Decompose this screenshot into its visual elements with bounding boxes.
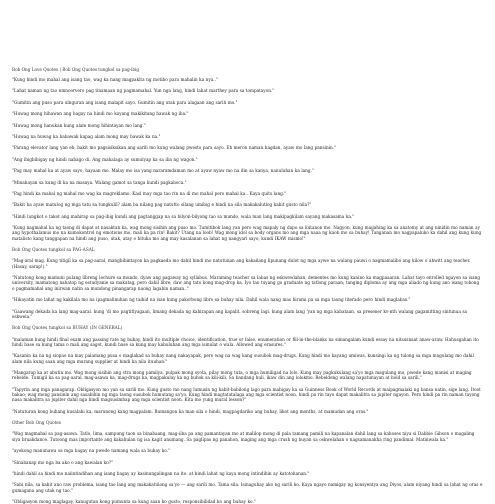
- quote-paragraph: "Mag-aral mag. Kung titigil ka sa pag-aaral, mangbibintayon ka pagkaeda mo dahil hindi mo natutunan ang kakailang lipunang dulot ng mga aywe na walang pauwi o nagmamalibo ang kilow o ahwitt ang teacher. (Hasay, sarap!).": [12, 258, 471, 269]
- quote-paragraph: "malaman kung hindi final exam ang passing rate ng buhay. hindi ito multiple choice, identification, true or false, enumeration or fill-in-the-blanks na simangalam kundi essay na nitsusnaat anaw-araw. Hahusgahan ito hindi base sa kung tama o mali ang sagot, kundi base sa kung may kabuluhan ang mga isinulat o wala. Allowed ang erasures.": [12, 336, 479, 347]
- quote-paragraph: "Natuturan kong buhang kusalahi ka, marunong kang magpalam. Bumangon ka man sila o hindi, magpagdariko ang buhay, likot ang months, at mamudan ang oras.": [12, 408, 369, 414]
- quote-paragraph: "Kung nagmahal ka ng taong di dapat at nasaktan ka, wag mong sisihin ang puso mo. Tumitibok lang yan pero wag mapaly ng dapo sa kutanon mo. Nagyon, kung magahing ka sa anatomy at ang ninidin mo naman ay ang hypothalamus mo na kumokontrol ng emotions mo, mali ka pa rin! Bakit? Utang na loob! Wag mong idol sa body organs mo ang mga naaa ng kaob mo sa buhay! Tanganan mo nagpapaluko ka dahil ang kung kung matalisto kang tanggapan na hindi ang puso, utak, atay o bituka mo ang may kasalanan sa lahat ng nangyari sayo, kundi IKAW mismo!": [12, 225, 482, 241]
- quote-paragraph: "Hindi lungkot o takot ang mahirap sa pag-ibig kundi ang pagtanggap na sa bilyon-bilyong tao sa mundo, wala man lang makipagkilam sayang makasama ka.": [12, 213, 355, 219]
- quote-paragraph: "Wag magmahal sa pag-asawa. Tatlo, lima, sampung taon sa binabaang, mag-iiba pa ang pamantayan mo at malilop mong di pala tamang pamili na kapanalan dahil lang sa kahoses niya si Dabbie Gibson o magaling siya bruakdance. Tutoong mas importante ang kakahulan ng isa kagit anumang. Sa paglipas ng panahon, maging ang mga crush ng buyan sa oskwelahan o nagsamanakha ring pandimal. Matinwala ka.": [12, 431, 475, 442]
- quote-paragraph: "hindi dahil sa hindi mo naiintindihan ang isang bagay ay kasinungalingan na ito. at hindi lahat ng kaya mong intindihin ay katotohanan.": [12, 470, 310, 476]
- quote-paragraph: "Natutong kong mamuni pulang libreng lechure sa mundo, dyaw ang pagaway ng syllabus. Maraming teacher sa labas ng eskwewlahan, dementes mo kung kanino ka magpaaaran. Lahat tayo enrolled ngayon sa isang university, mamatong nahatop ng estudyanie sa makatag, pero dahil libre, daw ang tato kong mag-drop ka. Iyo tao tuyang go graduate ng tatlong paraan; tanging diploma ay ang mga aliado ng kung ano isang tobong o pagmamahal ang inirwan natin sa mundong pinangarap naong lagabin naman..": [12, 275, 481, 291]
- quote-paragraph: "Tapyrin ang mga panagarap. Obligasyon mo yan sa sarili mo. Kung gusto mo nang lumusin ng habit-babilong lago para mabigay ka sa Guinness Book of World Records at maipagmalaki ng bansa natin, sige lang. Itoot bakao; wag mong pansinin ang sasabihin ng mga taong susubok humutang sa'yo. Kung hindi magtatatalaga ang mga scientist noon, hindi pa rin tayo dapat makalitra sa jupiter ngayon. Pero hindi pa rin naman tayong nasa makalitra sa jupiter dahil nga hindi magsusimbap ang mga scientist noon. Kita mo yung mural lesson?": [12, 386, 481, 403]
- quote-paragraph: "Huwag mong hanukan kung alam mong hihintayan mo lang.": [12, 122, 146, 128]
- quote-paragraph: "Huwag mong hihawan ang bagay na hindi mo kayang makikitang hawak ng iba.": [12, 111, 189, 117]
- section-heading-pag-aaral: Bob Ong Quotes tungkol sa PAG-ASAL: [12, 247, 95, 253]
- quote-paragraph: "Pag may mahal ka at ayaw sayo, hayaan mo. Malay mo isa yang nararamdaman mo at ayaw nyaw mo na din sa kanya, nanuluhan ka lang.": [12, 168, 314, 174]
- quote-paragraph: "Sabi nila, sa kahit ano raw problema, isang tao lang ang makakatulong sa'yo — ang sarili mo. Tama sila. Isinaguhay ako ng sarili ko. Kaya ngayo namigay ng konsyentya ang Diyos, alam niyang hindi sa lahat ng oras e gumagana ang utak ng tao.": [12, 482, 483, 493]
- quote-paragraph: "Hikayatin mo lahat ng kakilala mo na ipagmalinuhan ng taihid na isan kung pakorbong libro sa buhay nila. Dahil wala nang mas hirami pa sa mga taong literado pero hindi maglabas.": [12, 297, 411, 303]
- section-heading-other: Other Bob Ong Quotes: [12, 420, 61, 426]
- quote-paragraph: "Bakit ba ayaw matulog ng mga tatu sa tungkulil? alam ba nilang pag natutto silang umibig e hindi na sila makakalutlog kahit gusto nila?": [12, 202, 312, 208]
- page-title: Bob Ong Love Quotes | Bob Ong Quotes tungkol sa pag-ibig: [12, 67, 140, 72]
- quote-paragraph: "Kasanin ka na ng siopao na may palamang pusa o maglakad sa buhay nang nakayapak, pero wag na wag kang susubok mag-drugs. Kung hindi mo kayang umiwas, kunsingi ka ng tulong sa mga magulang mo dahil alam nila kung saan ang mga murang supplier at hindi ka nila ituuhan.": [12, 353, 474, 364]
- quote-paragraph: "Parang elevator lang yan eh, bakit mo pagsisiksikan ang sarili mo kung walang pwesto para sayo. Eh meron naman hagdan, ayaw mo lang pansinin.": [12, 145, 336, 151]
- quotes-content: [12, 77, 483, 504]
- quote-paragraph: "Obligasyon mong maglagay, kanugutan kong pumunta sa kung saan ko gusto, responsibilidad ko ang buhay ko.": [12, 498, 256, 504]
- quote-paragraph: "Gaawang dekada ka lang mag-aaral. kung 'di mo pagtitiyagaan, limang dekada ng kahirapan ang kapalit. sobreng lagi. kung alam lang 'yan ng mga kabataan, sa presener kv-nth walang gagamitting sintunua sa eskwela.": [12, 308, 468, 319]
- quote-paragraph: "Minahayan sa kung di ka na masaya. Walang gamot sa tanga kundi pagkaboca.": [12, 179, 187, 185]
- quote-paragraph: "Lahat naman ng tao nmnoorvero pag tinamaan ng pagmamahal. Yun nga lang, hindi lahat marthey para sa tompatayon.": [12, 88, 275, 94]
- section-heading-buhay: Bob Ong Quotes tungkol sa BUHAY (IN GENERAL): [12, 325, 123, 331]
- quote-paragraph: "Huwag na huwag ka babawak kapag alam mong may bawak ka na.": [12, 133, 161, 139]
- quote-paragraph: "Mangarap ka at abutin mo. Wag mong sisihin ang stra mong pamilya, pulpak mong syota, pilay mong tuta, o mga humiligad na lolo. Kung may pagkukulang sa'yo mga magulang mo, pwede kang manisi at maging rebelde. Tumigil ka sa pag-aaral, mag-asawa ka, mag-drugs ka, magpakulay ka ng buhok sa kili-kili. Sa bandang huli, ikaw din ang lolokmo. Rebeldeng walang napatunayan at hold sa sarili.": [12, 369, 472, 381]
- quote-paragraph: "ayokong manunawa sa mga bagay na pwede namang wala sa buhay ko.": [12, 448, 171, 454]
- quote-paragraph: "Ang ibigbibigay ng hindi nabago di. Ang mahalaga ay sumulyap ka sa iba ng wagon.": [12, 156, 198, 162]
- quote-paragraph: "Gumitin ang puso para ulnguran ang isang malapit sayo. Gumitin ang utak para alagaan ang sarili mo.": [12, 99, 238, 105]
- quote-paragraph: "Kung hindi mo mahal ang isang tao, wag ka nang magpakita ng motibo para mahalin ka nya..": [12, 77, 218, 82]
- quote-paragraph: "Pag hindi ka mahal ng mahal mo wag ka magreklamo. Kasi may mga tao rin na di mo mahal pero mahal ka.. Kaya quits lang.": [12, 190, 287, 196]
- quote-paragraph: "Sinabanap mo nga ba ako o ang kawalan ko?": [12, 459, 113, 465]
